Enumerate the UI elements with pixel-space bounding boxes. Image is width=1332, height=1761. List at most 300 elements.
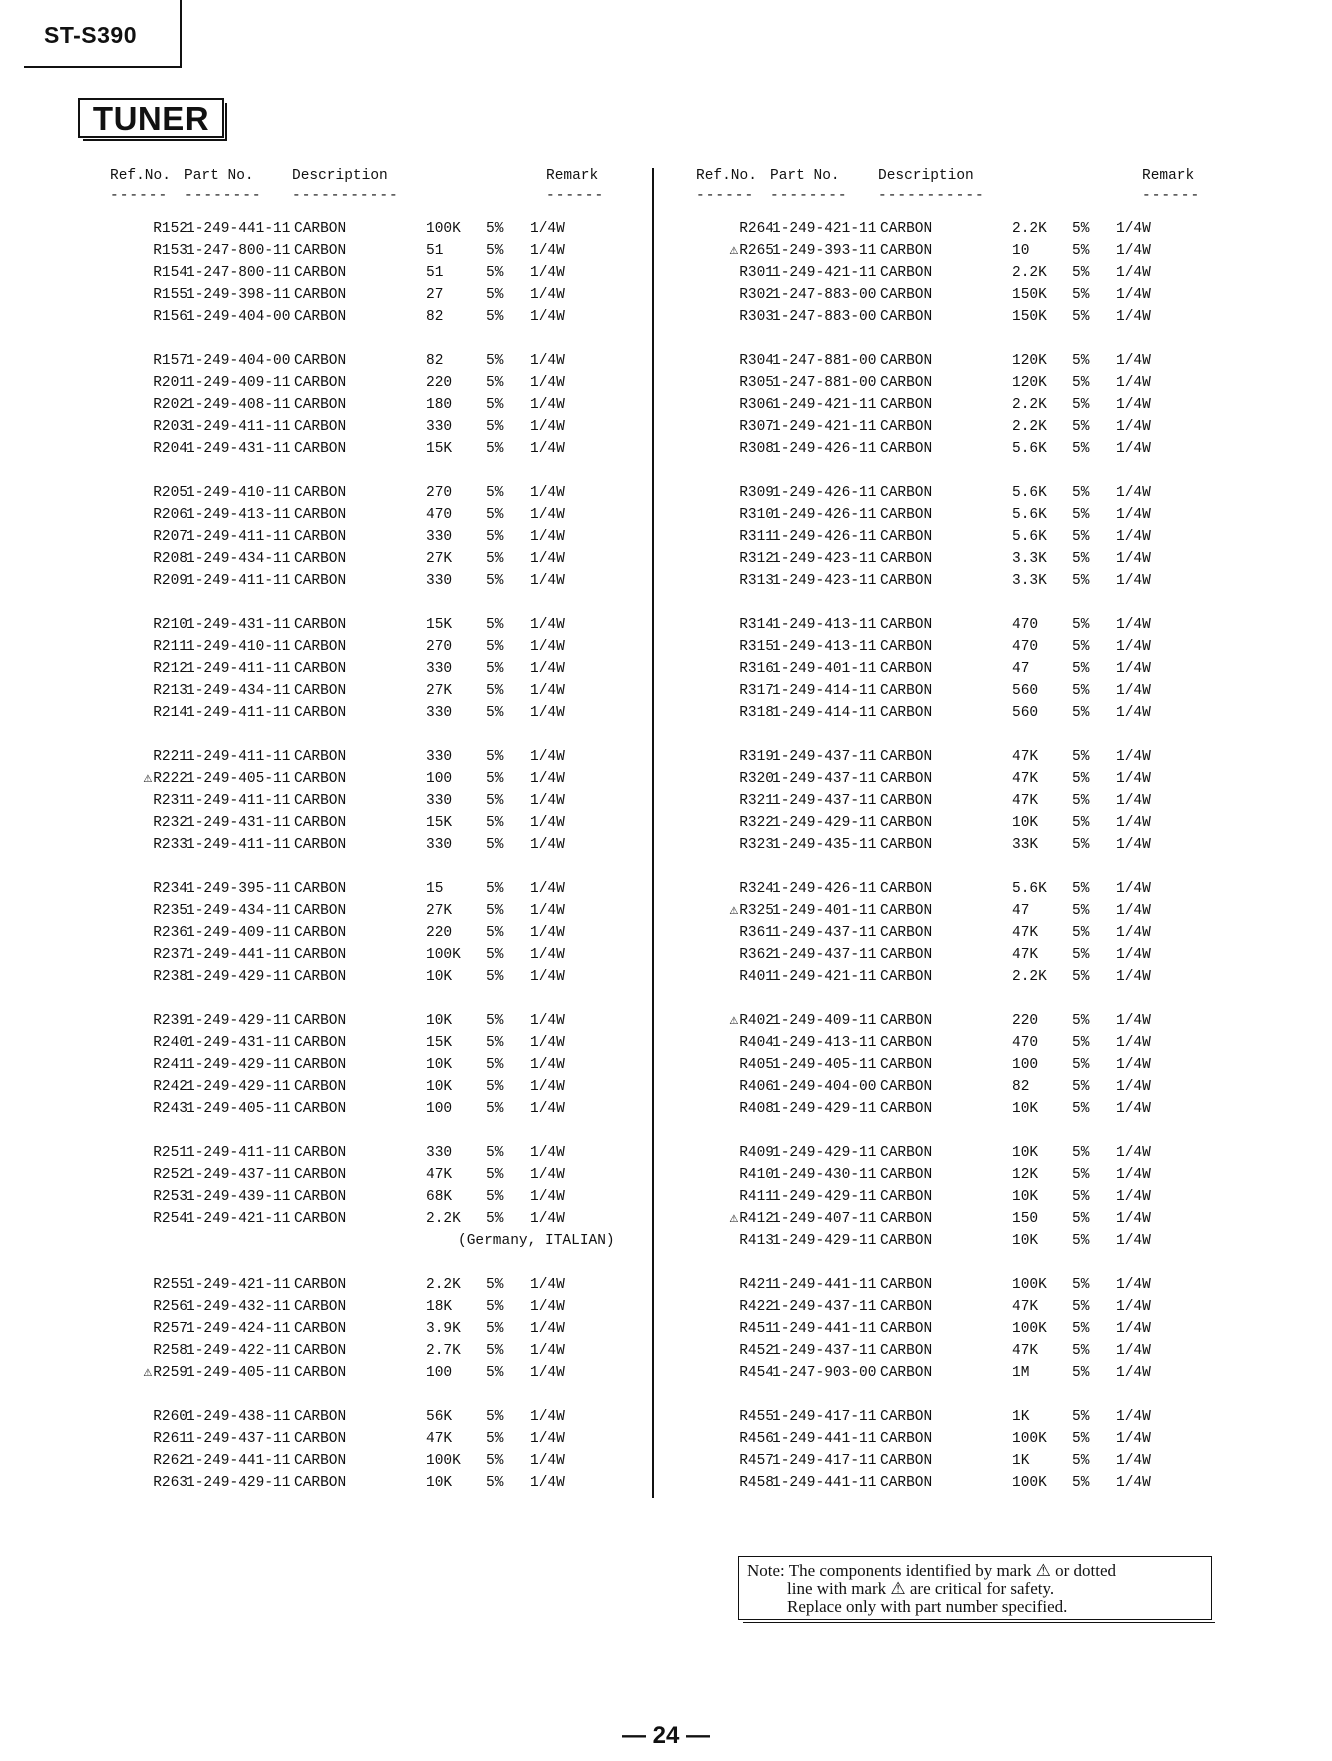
description: CARBON [880,1233,933,1249]
tolerance: 5% [1072,661,1090,677]
description: CARBON [294,1079,347,1095]
value: 18K [426,1299,453,1315]
part-number: 1-249-441-11 [772,1431,877,1447]
power-rating: 1/4W [530,1079,565,1095]
value: 3.9K [426,1321,461,1337]
page-number: — 24 — [621,1722,711,1749]
power-rating: 1/4W [530,837,565,853]
tolerance: 5% [1072,243,1090,259]
value: 47K [1012,947,1039,963]
tolerance: 5% [486,1453,504,1469]
ref-number: R264 [739,221,774,237]
tolerance: 5% [486,419,504,435]
header-rule: ----------- [878,188,985,204]
part-number: 1-249-437-11 [772,925,877,941]
value: 220 [426,925,453,941]
description: CARBON [294,309,347,325]
ref-number: R257 [153,1321,188,1337]
tolerance: 5% [486,837,504,853]
ref-text: R412 [739,1211,774,1227]
ref-number: R154 [153,265,188,281]
part-number: 1-249-404-00 [186,309,291,325]
value: 47K [1012,1299,1039,1315]
description: CARBON [294,793,347,809]
tolerance: 5% [486,925,504,941]
part-number: 1-249-429-11 [772,1101,877,1117]
value: 10K [426,969,453,985]
header-rule: ------ [696,188,755,204]
part-number: 1-249-407-11 [772,1211,877,1227]
power-rating: 1/4W [1116,1299,1151,1315]
tolerance: 5% [486,705,504,721]
ref-number: R237 [153,947,188,963]
power-rating: 1/4W [530,1145,565,1161]
ref-number: R203 [153,419,188,435]
description: CARBON [880,529,933,545]
tolerance: 5% [486,353,504,369]
tolerance: 5% [1072,375,1090,391]
power-rating: 1/4W [530,661,565,677]
part-number: 1-249-441-11 [772,1277,877,1293]
value: 33K [1012,837,1039,853]
ref-number: R306 [739,397,774,413]
value: 2.2K [1012,397,1047,413]
description: CARBON [880,661,933,677]
value: 51 [426,243,444,259]
value: 15K [426,815,453,831]
part-number: 1-249-429-11 [186,969,291,985]
value: 100 [426,1365,453,1381]
power-rating: 1/4W [1116,221,1151,237]
value: 2.2K [1012,221,1047,237]
power-rating: 1/4W [530,793,565,809]
value: 5.6K [1012,529,1047,545]
power-rating: 1/4W [530,551,565,567]
description: CARBON [294,573,347,589]
power-rating: 1/4W [1116,1431,1151,1447]
part-number: 1-249-431-11 [186,1035,291,1051]
power-rating: 1/4W [530,375,565,391]
tolerance: 5% [1072,397,1090,413]
value: 5.6K [1012,881,1047,897]
power-rating: 1/4W [1116,375,1151,391]
description: CARBON [880,617,933,633]
header-rule: -------- [184,188,262,204]
model-number: ST-S390 [44,22,137,48]
tolerance: 5% [486,507,504,523]
part-number: 1-249-421-11 [772,221,877,237]
tolerance: 5% [486,551,504,567]
power-rating: 1/4W [1116,573,1151,589]
tolerance: 5% [1072,1321,1090,1337]
header-description: Description [292,168,388,184]
safety-warning-icon: ⚠ [143,1365,153,1381]
ref-number: R253 [153,1189,188,1205]
part-number: 1-249-429-11 [186,1013,291,1029]
part-number: 1-249-437-11 [186,1431,291,1447]
value: 100K [1012,1277,1047,1293]
section-title: TUNER [78,98,224,138]
value: 220 [1012,1013,1039,1029]
power-rating: 1/4W [1116,771,1151,787]
value: 47K [1012,1343,1039,1359]
ref-number: R303 [739,309,774,325]
ref-number: R239 [153,1013,188,1029]
tolerance: 5% [486,397,504,413]
ref-number: R314 [739,617,774,633]
power-rating: 1/4W [1116,1167,1151,1183]
tolerance: 5% [1072,683,1090,699]
power-rating: 1/4W [1116,793,1151,809]
tolerance: 5% [486,1409,504,1425]
description: CARBON [294,1321,347,1337]
description: CARBON [880,683,933,699]
value: 100K [426,221,461,237]
power-rating: 1/4W [530,353,565,369]
tolerance: 5% [486,771,504,787]
description: CARBON [294,1145,347,1161]
tolerance: 5% [1072,1057,1090,1073]
part-number: 1-249-393-11 [772,243,877,259]
ref-number: R456 [739,1431,774,1447]
description: CARBON [880,441,933,457]
power-rating: 1/4W [1116,1277,1151,1293]
power-rating: 1/4W [1116,1035,1151,1051]
part-number: 1-249-404-00 [186,353,291,369]
ref-number: R205 [153,485,188,501]
part-number: 1-249-410-11 [186,639,291,655]
value: 470 [1012,617,1039,633]
power-rating: 1/4W [1116,1233,1151,1249]
value: 470 [1012,639,1039,655]
ref-number: R209 [153,573,188,589]
part-number: 1-249-429-11 [772,1189,877,1205]
description: CARBON [880,1079,933,1095]
description: CARBON [880,1453,933,1469]
part-number: 1-249-437-11 [772,749,877,765]
power-rating: 1/4W [530,1057,565,1073]
ref-number: R322 [739,815,774,831]
description: CARBON [880,485,933,501]
power-rating: 1/4W [1116,265,1151,281]
value: 560 [1012,683,1039,699]
description: CARBON [294,617,347,633]
ref-number: R256 [153,1299,188,1315]
power-rating: 1/4W [530,397,565,413]
description: CARBON [880,705,933,721]
power-rating: 1/4W [1116,1321,1151,1337]
part-number: 1-249-426-11 [772,881,877,897]
tolerance: 5% [486,683,504,699]
description: CARBON [880,1145,933,1161]
description: CARBON [880,1211,933,1227]
tolerance: 5% [486,617,504,633]
tolerance: 5% [486,1145,504,1161]
tolerance: 5% [1072,639,1090,655]
power-rating: 1/4W [1116,749,1151,765]
ref-number: R255 [153,1277,188,1293]
description: CARBON [294,1101,347,1117]
ref-number: R319 [739,749,774,765]
power-rating: 1/4W [530,639,565,655]
power-rating: 1/4W [530,947,565,963]
value: 10 [1012,243,1030,259]
value: 15K [426,617,453,633]
power-rating: 1/4W [1116,441,1151,457]
value: 47K [1012,771,1039,787]
value: 330 [426,419,453,435]
part-number: 1-249-405-11 [186,1365,291,1381]
description: CARBON [294,485,347,501]
power-rating: 1/4W [530,221,565,237]
tolerance: 5% [1072,265,1090,281]
description: CARBON [880,221,933,237]
part-number: 1-249-405-11 [186,1101,291,1117]
value: 100 [1012,1057,1039,1073]
value: 10K [1012,1101,1039,1117]
value: 2.7K [426,1343,461,1359]
power-rating: 1/4W [530,1475,565,1491]
power-rating: 1/4W [1116,1101,1151,1117]
part-number: 1-249-409-11 [772,1013,877,1029]
note-line-1: Note: The components identified by mark ⚠ or dotted [747,1561,1117,1580]
tolerance: 5% [486,1079,504,1095]
description: CARBON [880,793,933,809]
ref-number: R152 [153,221,188,237]
power-rating: 1/4W [1116,1211,1151,1227]
tolerance: 5% [486,1035,504,1051]
part-number: 1-249-401-11 [772,903,877,919]
value: 27K [426,683,453,699]
tolerance: 5% [1072,793,1090,809]
value: 15K [426,441,453,457]
part-number: 1-249-431-11 [186,441,291,457]
description: CARBON [880,925,933,941]
description: CARBON [294,683,347,699]
tolerance: 5% [486,1365,504,1381]
description: CARBON [880,1167,933,1183]
value: 5.6K [1012,507,1047,523]
ref-number: R243 [153,1101,188,1117]
description: CARBON [880,639,933,655]
description: CARBON [880,309,933,325]
tolerance: 5% [1072,1145,1090,1161]
header-description: Description [878,168,974,184]
power-rating: 1/4W [530,1013,565,1029]
description: CARBON [294,419,347,435]
tolerance: 5% [486,1431,504,1447]
ref-number: R241 [153,1057,188,1073]
header-rule: ------ [110,188,169,204]
power-rating: 1/4W [530,529,565,545]
column-divider [652,168,654,1498]
part-number: 1-249-421-11 [772,397,877,413]
description: CARBON [880,1013,933,1029]
power-rating: 1/4W [530,1189,565,1205]
part-number: 1-249-426-11 [772,507,877,523]
value: 1K [1012,1453,1030,1469]
part-number: 1-249-413-11 [772,639,877,655]
power-rating: 1/4W [530,287,565,303]
part-number: 1-249-398-11 [186,287,291,303]
description: CARBON [294,1013,347,1029]
value: 150 [1012,1211,1039,1227]
description: CARBON [880,749,933,765]
tolerance: 5% [1072,749,1090,765]
ref-number: R238 [153,969,188,985]
tolerance: 5% [1072,353,1090,369]
description: CARBON [880,375,933,391]
value: 47K [426,1431,453,1447]
ref-number: R206 [153,507,188,523]
part-number: 1-249-429-11 [186,1079,291,1095]
tolerance: 5% [1072,1343,1090,1359]
tolerance: 5% [486,661,504,677]
description: CARBON [880,837,933,853]
safety-warning-icon: ⚠ [729,903,739,919]
tolerance: 5% [1072,1035,1090,1051]
ref-number [696,1010,774,1032]
power-rating: 1/4W [530,441,565,457]
tolerance: 5% [486,639,504,655]
ref-number: R411 [739,1189,774,1205]
power-rating: 1/4W [1116,1343,1151,1359]
tolerance: 5% [1072,903,1090,919]
tolerance: 5% [1072,1167,1090,1183]
ref-number: R318 [739,705,774,721]
power-rating: 1/4W [1116,947,1151,963]
ref-number: R315 [739,639,774,655]
note-line-2: line with mark ⚠ are critical for safety. [787,1579,1055,1598]
part-number: 1-247-800-11 [186,265,291,281]
value: 51 [426,265,444,281]
ref-number: R263 [153,1475,188,1491]
description: CARBON [294,1167,347,1183]
tolerance: 5% [1072,1013,1090,1029]
part-number: 1-249-429-11 [772,1145,877,1161]
ref-number: R324 [739,881,774,897]
value: 330 [426,1145,453,1161]
ref-number: R409 [739,1145,774,1161]
ref-number: R155 [153,287,188,303]
power-rating: 1/4W [530,1277,565,1293]
description: CARBON [880,265,933,281]
description: CARBON [880,353,933,369]
ref-number: R321 [739,793,774,809]
description: CARBON [294,705,347,721]
tolerance: 5% [1072,287,1090,303]
part-number: 1-249-437-11 [772,1299,877,1315]
ref-number: R156 [153,309,188,325]
part-number: 1-247-881-00 [772,375,877,391]
power-rating: 1/4W [1116,287,1151,303]
tolerance: 5% [486,265,504,281]
header-ref: Ref.No. [110,168,171,184]
tolerance: 5% [486,529,504,545]
power-rating: 1/4W [530,573,565,589]
description: CARBON [880,881,933,897]
ref-number: R404 [739,1035,774,1051]
part-number: 1-249-426-11 [772,441,877,457]
part-number: 1-247-800-11 [186,243,291,259]
part-number: 1-249-411-11 [186,793,291,809]
part-number: 1-247-881-00 [772,353,877,369]
part-number: 1-249-437-11 [186,1167,291,1183]
description: CARBON [880,287,933,303]
description: CARBON [294,1475,347,1491]
value: 3.3K [1012,573,1047,589]
part-number: 1-249-405-11 [186,771,291,787]
ref-number: R231 [153,793,188,809]
value: 10K [1012,1189,1039,1205]
description: CARBON [294,837,347,853]
tolerance: 5% [486,375,504,391]
value: 47K [1012,749,1039,765]
power-rating: 1/4W [1116,529,1151,545]
tolerance: 5% [486,1299,504,1315]
ref-text: R222 [153,771,188,787]
power-rating: 1/4W [530,1343,565,1359]
value: 3.3K [1012,551,1047,567]
tolerance: 5% [1072,1189,1090,1205]
description: CARBON [294,771,347,787]
part-number: 1-247-903-00 [772,1365,877,1381]
ref-number: R313 [739,573,774,589]
value: 330 [426,529,453,545]
tolerance: 5% [486,287,504,303]
power-rating: 1/4W [530,1453,565,1469]
ref-number: R410 [739,1167,774,1183]
ref-number: R235 [153,903,188,919]
value: 68K [426,1189,453,1205]
tolerance: 5% [486,969,504,985]
tolerance: 5% [486,243,504,259]
tolerance: 5% [1072,551,1090,567]
part-number: 1-249-437-11 [772,1343,877,1359]
value: 47 [1012,661,1030,677]
description: CARBON [294,1409,347,1425]
tolerance: 5% [1072,1277,1090,1293]
part-number: 1-249-395-11 [186,881,291,897]
description: CARBON [880,1409,933,1425]
tolerance: 5% [486,1475,504,1491]
description: CARBON [880,1057,933,1073]
tolerance: 5% [1072,441,1090,457]
ref-number: R421 [739,1277,774,1293]
description: CARBON [294,375,347,391]
value: 2.2K [1012,419,1047,435]
description: CARBON [294,815,347,831]
tolerance: 5% [486,1321,504,1337]
ref-number: R408 [739,1101,774,1117]
part-number: 1-249-421-11 [772,265,877,281]
value: 560 [1012,705,1039,721]
ref-number: R261 [153,1431,188,1447]
tolerance: 5% [1072,573,1090,589]
description: CARBON [294,287,347,303]
power-rating: 1/4W [1116,419,1151,435]
part-number: 1-249-405-11 [772,1057,877,1073]
value: 470 [1012,1035,1039,1051]
description: CARBON [880,1321,933,1337]
value: 220 [426,375,453,391]
power-rating: 1/4W [1116,881,1151,897]
header-remark: Remark [546,168,599,184]
description: CARBON [294,1299,347,1315]
power-rating: 1/4W [530,749,565,765]
power-rating: 1/4W [1116,837,1151,853]
power-rating: 1/4W [1116,1145,1151,1161]
